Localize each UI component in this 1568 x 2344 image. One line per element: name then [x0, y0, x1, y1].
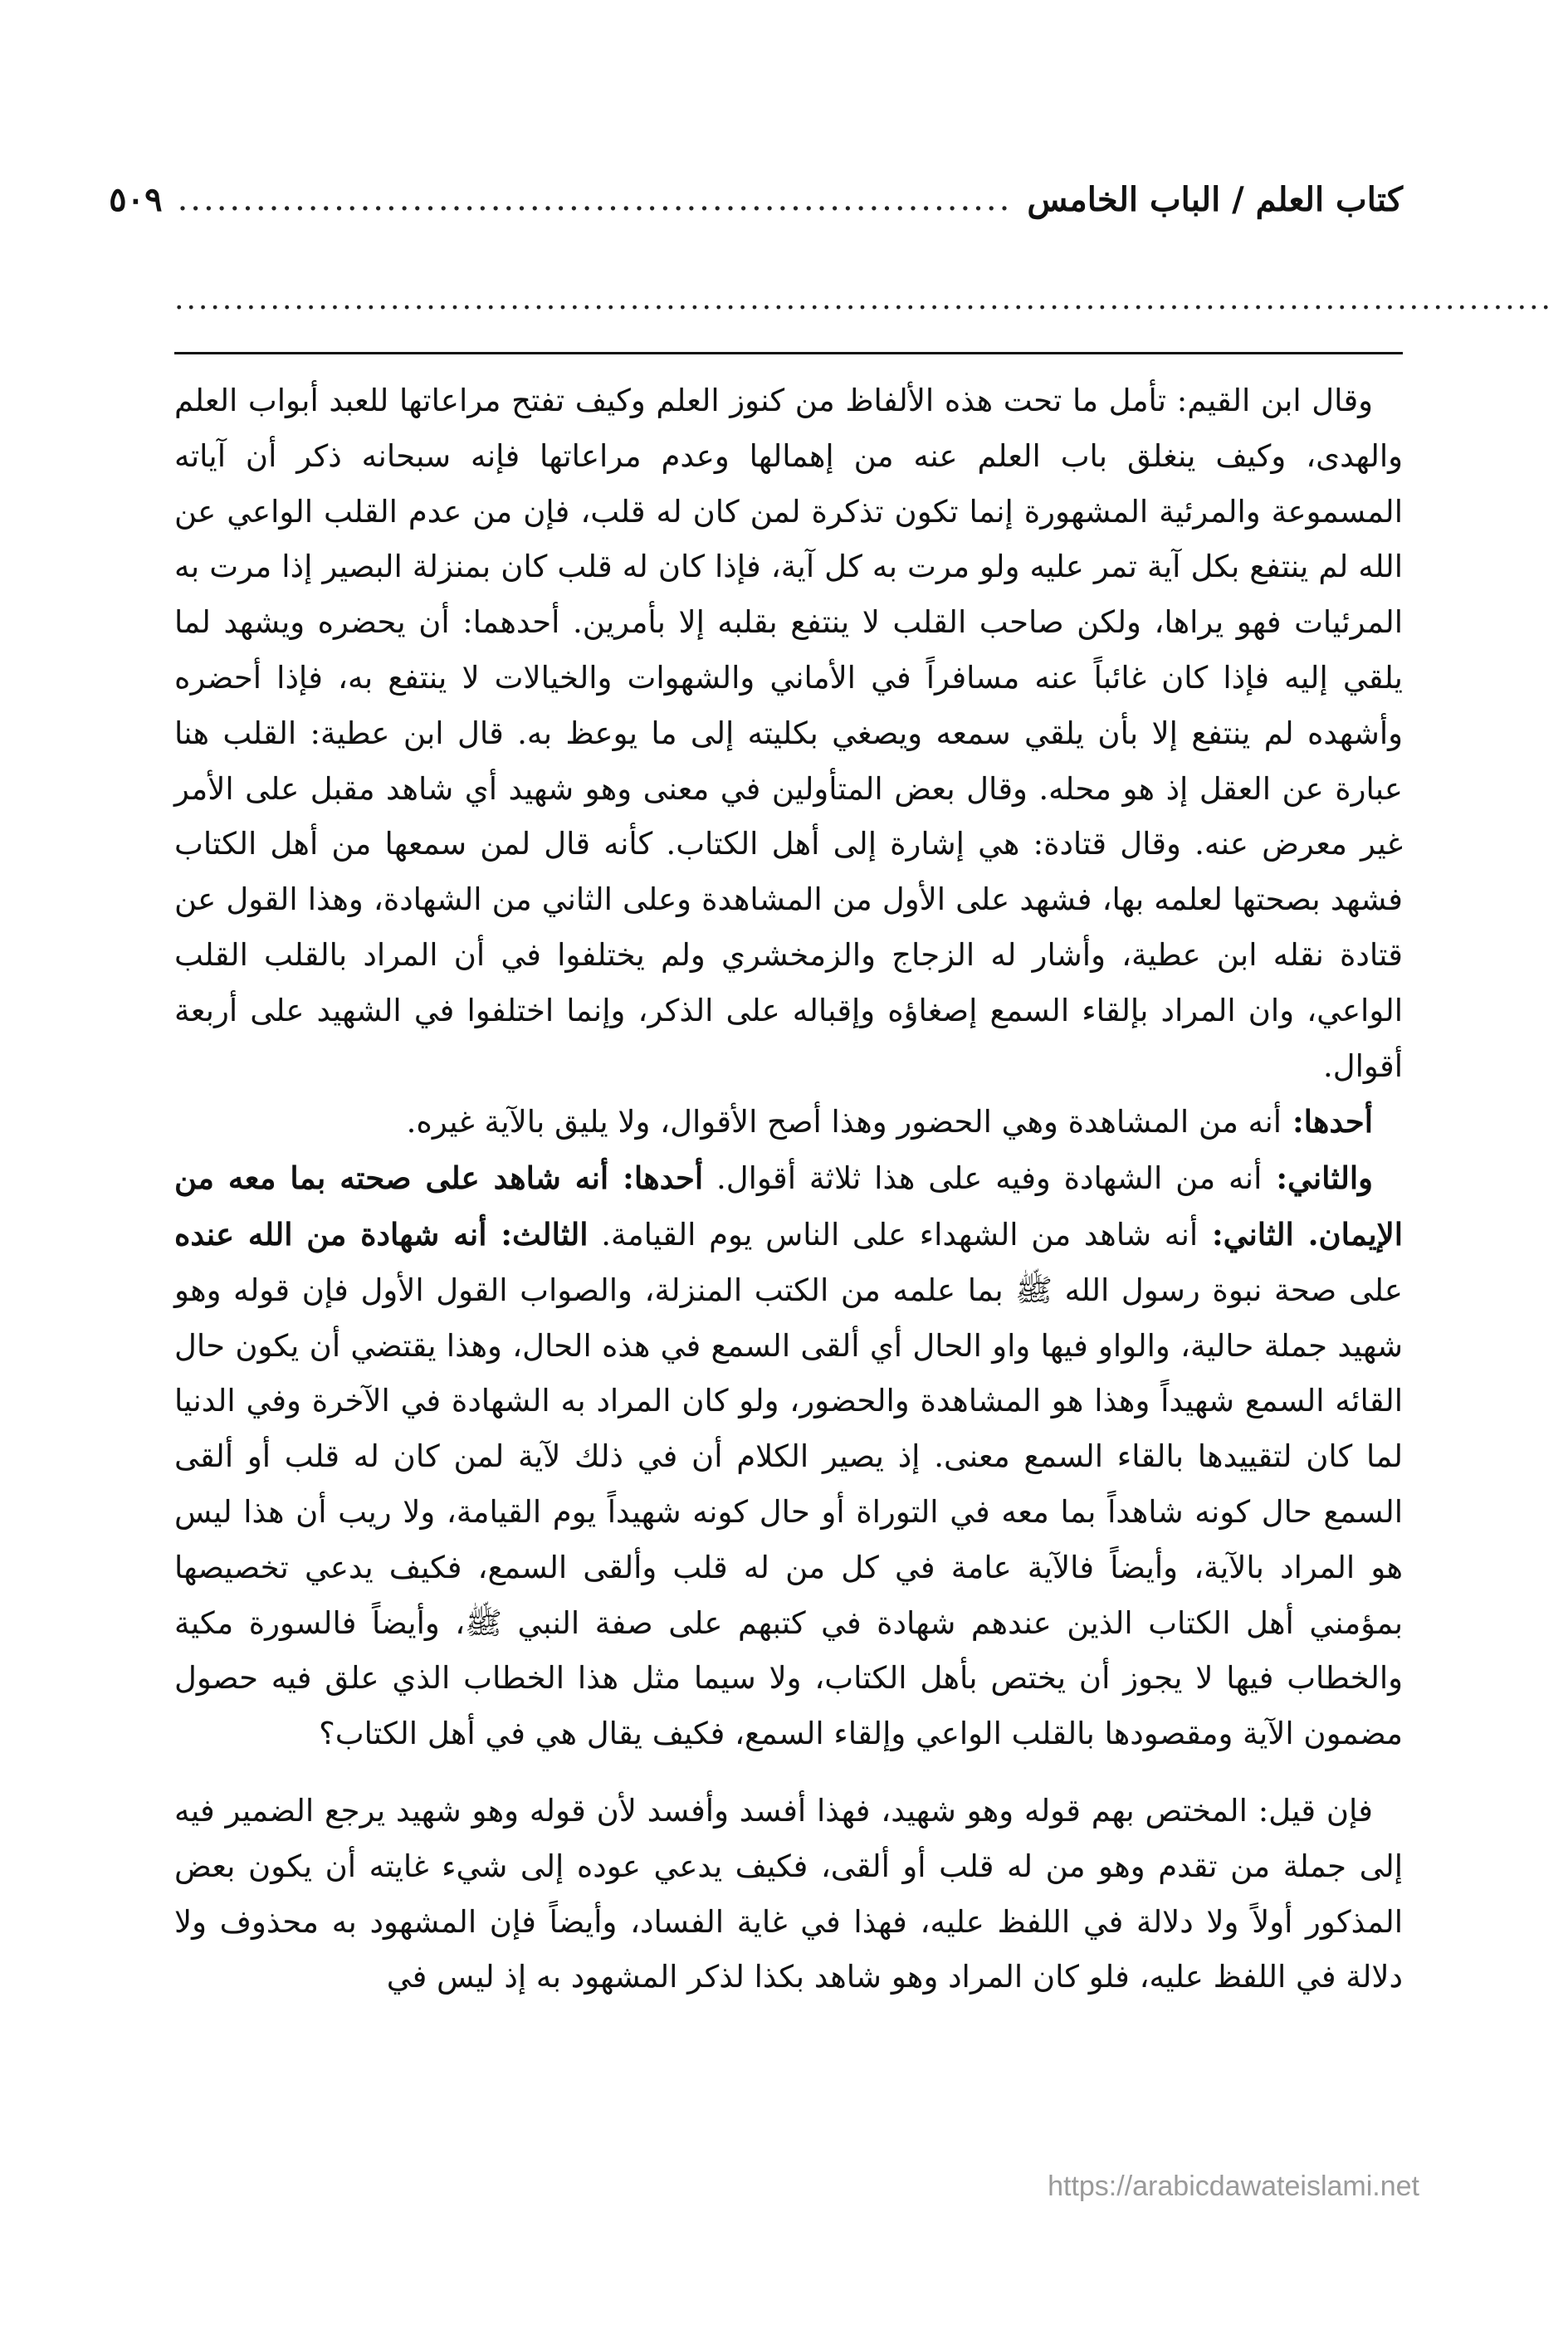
paragraph-text: على صحة نبوة رسول الله ﷺ بما علمه من الكتب المنزلة، والصواب القول الأول فإن قوله وهو شهيد جملة حالية، والواو فيها واو الحال أي ألقى السمع في هذه الحال، وهذا يقتضي أن يكون حال القائه السمع شهيداً وهذا هو المشاهدة والحضور، ولو كان المراد به الشهادة في الآخرة وفي الدنيا لما كان لتقييدها بالقاء السمع معنى. إذ يصير الكلام أن في ذلك لآية لمن كان له قلب أو ألقى السمع حال كونه شاهداً بما معه في التوراة أو حال كونه شهيداً يوم القيامة، ولا ريب أن هذا ليس هو المراد بالآية، وأيضاً فالآية عامة في كل من له قلب وألقى السمع، فكيف يدعي تخصيصها بمؤمني أهل الكتاب الذين عندهم شهادة في كتبهم على صفة النبي ﷺ، وأيضاً فالسورة مكية والخطاب فيها لا يجوز أن يختص بأهل الكتاب، ولا سيما مثل هذا الخطاب الذي علق فيه حصول مضمون الآية ومقصودها بالقلب الواعي وإلقاء السمع، فكيف يقال هي في أهل الكتاب؟ — [174, 1272, 1403, 1752]
header-dot-leader: ................................................................ — [177, 180, 1013, 218]
paragraph — [174, 1784, 1403, 2005]
body-text — [174, 374, 1403, 2005]
running-header — [109, 166, 1403, 232]
paragraph-text: فإن قيل: المختص بهم قوله وهو شهيد، فهذا أفسد وأفسد لأن قوله وهو شهيد يرجع الضمير فيه إلى جملة من تقدم وهو من له قلب أو ألقى، فكيف يدعي عوده إلى شيء غايته أن يكون بعض المذكور أولاً ولا دلالة في اللفظ عليه، فهذا في غاية الفساد، وأيضاً فإن المشهود به محذوف ولا دلالة في اللفظ عليه، فلو كان المراد وهو شاهد بكذا لذكر المشهود به إذ ليس في — [174, 1792, 1403, 1995]
bold-heading: والثاني: — [1262, 1160, 1373, 1197]
chapter-title: كتاب العلم / الباب الخامس — [1027, 179, 1403, 219]
paragraph-text: أنه من المشاهدة وهي الحضور وهذا أصح الأقوال، ولا يليق بالآية غيره. — [406, 1104, 1282, 1140]
paragraph-text: أنه شاهد من الشهداء على الناس يوم القيامة. — [588, 1216, 1199, 1253]
paragraph-text: وقال ابن القيم: تأمل ما تحت هذه الألفاظ من كنوز العلم وكيف تفتح مراعاتها للعبد أبواب العلم والهدى، وكيف ينغلق باب العلم عنه من إهمالها وعدم مراعاتها فإنه سبحانه ذكر أن آياته المسموعة والمرئية المشهورة إنما تكون تذكرة لمن كان له قلب، فإن من عدم القلب الواعي عن الله لم ينتفع بكل آية تمر عليه ولو مرت به كل آية، فإذا كان له قلب كان بمنزلة البصير إذا مرت به المرئيات فهو يراها، ولكن صاحب القلب لا ينتفع بقلبه إلا بأمرين. أحدهما: أن يحضره ويشهد لما يلقي إليه فإذا كان غائباً عنه مسافراً في الأماني والشهوات والخيالات لا ينتفع به، فإذا أحضره وأشهده لم ينتفع إلا بأن يلقي سمعه ويصغي بكليته إلى ما يوعظ به. قال ابن عطية: القلب هنا عبارة عن العقل إذ هو محله. وقال بعض المتأولين في معنى وهو شهيد أي شاهد مقبل على الأمر غير معرض عنه. وقال قتادة: هي إشارة إلى أهل الكتاب. كأنه قال لمن سمعها من أهل الكتاب فشهد بصحتها لعلمه بها، فشهد على الأول من المشاهدة وعلى الثاني من الشهادة، وهذا القول عن قتادة نقله ابن عطية، وأشار له الزجاج والزمخشري ولم يختلفوا في أن المراد بالقلب القلب الواعي، وان المراد بإلقاء السمع إصغاؤه وإقباله على الذكر، وإنما اختلفوا في الشهيد على أربعة أقوال. — [174, 383, 1403, 1084]
paragraph — [174, 1094, 1403, 1150]
dotted-separator: ................................................................................................................... — [174, 282, 1553, 316]
bold-heading: الثاني: — [1198, 1215, 1294, 1253]
paragraph — [174, 1150, 1403, 1762]
paragraph-text: أنه من الشهادة وفيه على هذا ثلاثة أقوال. — [703, 1160, 1263, 1197]
header-rule — [174, 352, 1403, 354]
page-number: ٥٠٩ — [109, 179, 163, 219]
bold-text: الثالث: أنه شهادة من الله عنده — [174, 1215, 589, 1253]
bold-text: أحدها: أنه شاهد على صحته بما معه من الإيمان. — [174, 1160, 1404, 1253]
paragraph — [174, 374, 1403, 1094]
bold-heading: أحدها: — [1282, 1103, 1373, 1140]
watermark-url: https://arabicdawateislami.net — [1048, 2171, 1419, 2202]
